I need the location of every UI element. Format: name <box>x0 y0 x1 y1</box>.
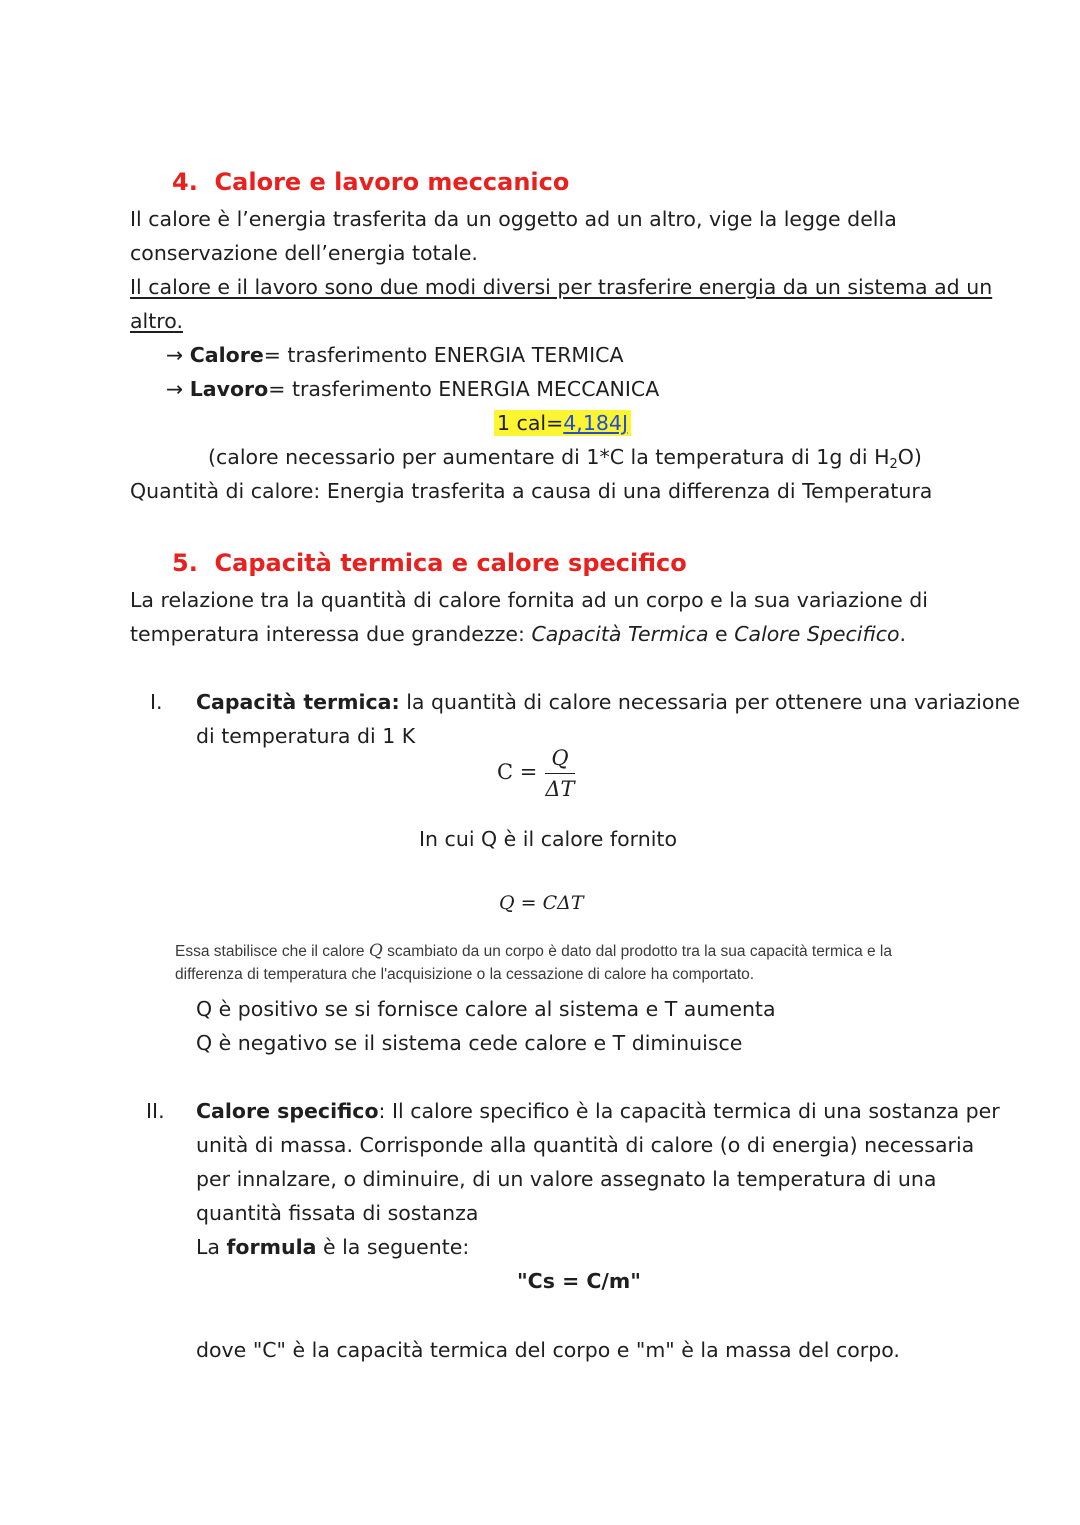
note-line: differenza di temperatura che l'acquisizione o la cessazione di calore ha comportato. <box>175 966 755 983</box>
calore-label: Calore <box>189 343 264 367</box>
underlined-line: Il calore e il lavoro sono due modi diversi per trasferire energia da un sistema ad un <box>130 275 993 299</box>
fraction-numerator: Q <box>545 745 574 774</box>
cal-note-end: O) <box>897 445 922 469</box>
formula-intro-text: è la seguente: <box>316 1235 470 1259</box>
formula-explanation: dove "C" è la capacità termica del corpo e "m" è la massa del corpo. <box>196 1338 900 1362</box>
term-capacita: Capacità Termica <box>531 622 709 646</box>
formula-caption: In cui Q è il calore fornito <box>419 827 677 851</box>
section-5-number: 5. <box>172 549 198 577</box>
highlight <box>494 410 631 436</box>
arrow-icon: → <box>166 343 184 367</box>
item-label: Calore specifico <box>196 1099 379 1123</box>
formula-heat: Q = CΔT <box>499 892 584 914</box>
section-4-number: 4. <box>172 168 198 196</box>
list-item-line: di temperatura di 1 K <box>196 724 416 748</box>
item-label: Capacità termica: <box>196 690 400 714</box>
note-q-symbol: Q <box>368 941 383 961</box>
formula-capacity <box>497 745 575 802</box>
intro-and: e <box>708 622 735 646</box>
paragraph-line: La relazione tra la quantità di calore fornita ad un corpo e la sua variazione di <box>130 588 928 612</box>
intro-text: temperatura interessa due grandezze: <box>130 622 532 646</box>
item-text: : Il calore specifico è la capacità termica di una sostanza per <box>378 1099 1000 1123</box>
section-4-heading <box>172 165 569 199</box>
list-item-line: quantità fissata di sostanza <box>196 1201 479 1225</box>
q-positive: Q è positivo se si fornisce calore al sistema e T aumenta <box>196 997 776 1021</box>
calore-text: = trasferimento ENERGIA TERMICA <box>263 343 624 367</box>
cal-note-text: (calore necessario per aumentare di 1*C la temperatura di 1g di H <box>208 445 890 469</box>
subscript: 2 <box>889 457 898 472</box>
formula-lhs: C = <box>497 760 538 784</box>
cal-equivalence <box>494 406 631 440</box>
fraction <box>545 745 574 802</box>
cal-prefix: 1 cal= <box>497 411 564 435</box>
quantity-definition: Quantità di calore: Energia trasferita a causa di una differenza di Temperatura <box>130 479 933 503</box>
formula-specific-heat: "Cs = C/m" <box>517 1269 641 1293</box>
section-4-title: Calore e lavoro meccanico <box>214 168 570 196</box>
list-item-line <box>196 1094 1000 1128</box>
list-marker: I. <box>150 690 163 714</box>
formula-intro <box>196 1230 469 1264</box>
note-text: Essa stabilisce che il calore <box>175 943 369 960</box>
formula-intro-bold: formula <box>226 1235 317 1259</box>
section-5-title: Capacità termica e calore specifico <box>214 549 687 577</box>
lavoro-definition <box>166 372 659 406</box>
note-line <box>175 939 892 964</box>
intro-end: . <box>899 622 907 646</box>
fraction-denominator: ΔT <box>545 777 575 801</box>
list-marker: II. <box>146 1099 165 1123</box>
paragraph-line: conservazione dell’energia totale. <box>130 241 478 265</box>
list-item-line: per innalzare, o diminuire, di un valore assegnato la temperatura di una <box>196 1167 937 1191</box>
lavoro-label: Lavoro <box>189 377 269 401</box>
formula-intro-text: La <box>196 1235 227 1259</box>
lavoro-text: = trasferimento ENERGIA MECCANICA <box>268 377 660 401</box>
paragraph-line <box>130 617 906 651</box>
term-calore: Calore Specifico <box>734 622 900 646</box>
cal-note <box>208 440 922 474</box>
list-item-line: unità di massa. Corrisponde alla quantità di calore (o di energia) necessaria <box>196 1133 975 1157</box>
underlined-line: altro. <box>130 309 183 333</box>
calore-definition <box>166 338 624 372</box>
cal-value-link[interactable]: 4,184J <box>563 411 628 435</box>
note-text: scambiato da un corpo è dato dal prodotto tra la sua capacità termica e la <box>382 943 892 960</box>
item-text: la quantità di calore necessaria per ottenere una variazione <box>399 690 1020 714</box>
paragraph-line: Il calore è l’energia trasferita da un oggetto ad un altro, vige la legge della <box>130 207 897 231</box>
list-item-line <box>196 685 1020 719</box>
section-5-heading <box>172 546 687 580</box>
arrow-icon: → <box>166 377 184 401</box>
q-negative: Q è negativo se il sistema cede calore e T diminuisce <box>196 1031 743 1055</box>
